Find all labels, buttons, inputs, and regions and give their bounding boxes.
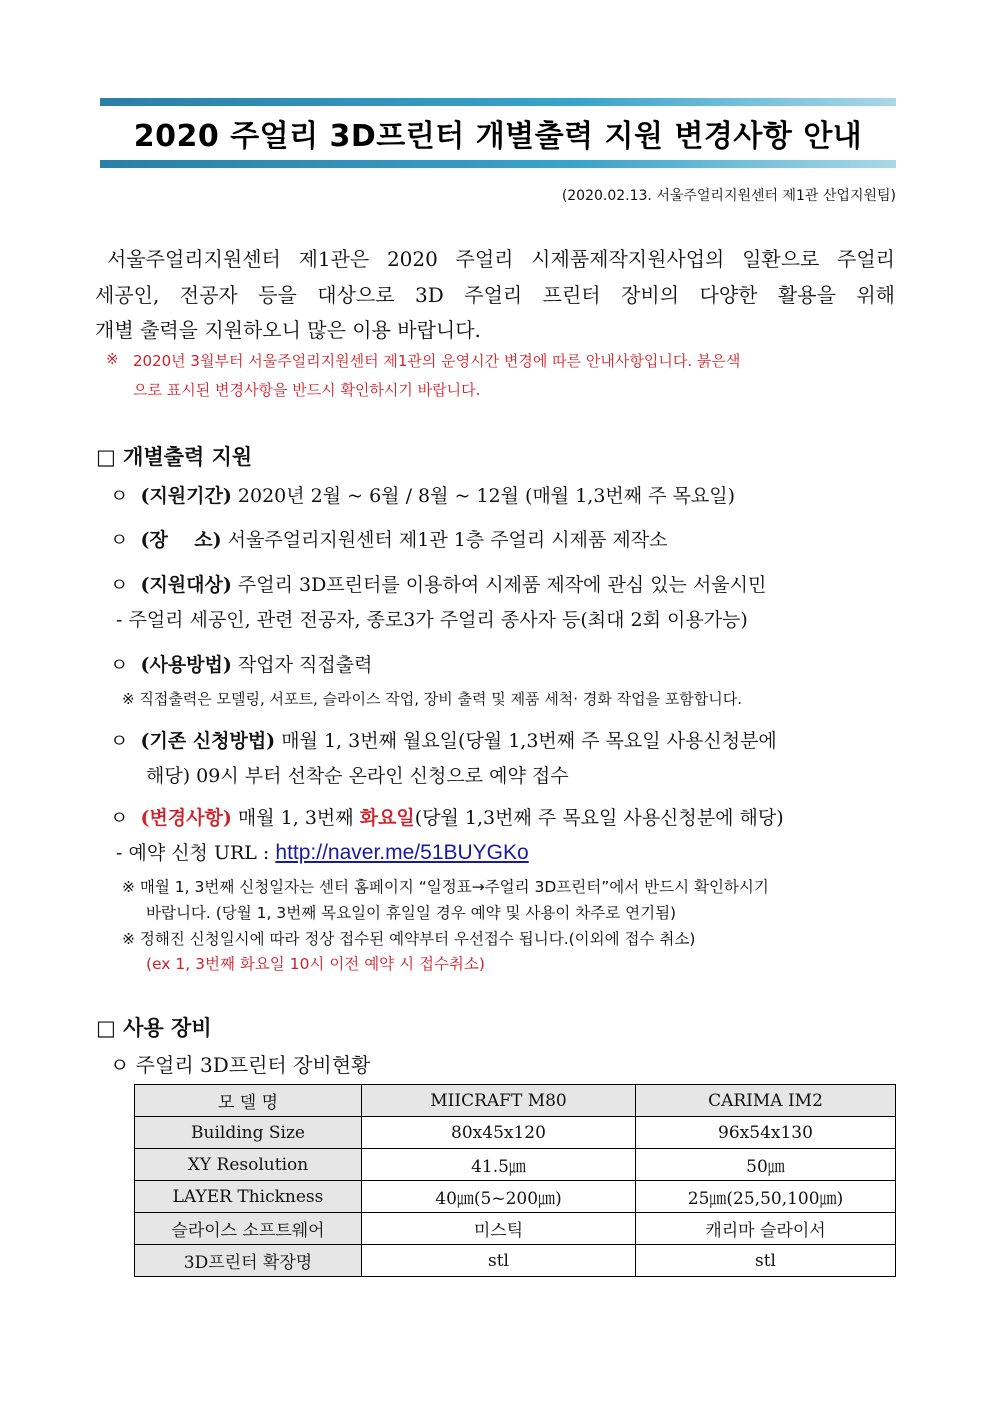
table-row (135, 1149, 896, 1181)
place-row (110, 525, 667, 552)
intro-note-line-2: 으로 표시된 변경사항을 반드시 확인하시기 바랍니다. (133, 381, 481, 399)
table-cell: 25㎛(25,50,100㎛) (636, 1181, 896, 1213)
bullet: ㅇ (110, 529, 129, 551)
method-row (110, 650, 372, 677)
period-value: 2020년 2월 ~ 6월 / 8월 ~ 12월 (매월 1,3번째 주 목요일) (237, 485, 736, 507)
old-method-row (110, 726, 777, 753)
change-post: (당월 1,3번째 주 목요일 사용신청분에 해당) (414, 807, 784, 829)
url-row (116, 838, 529, 865)
old-method-value-2: 해당) 09시 부터 선착순 온라인 신청으로 예약 접수 (146, 765, 569, 787)
table-header-cell: 모 델 명 (135, 1085, 362, 1117)
note2-line-1: ※ 정해진 신청일시에 따라 정상 접수된 예약부터 우선접수 됩니다.(이외에 접수 취소) (122, 930, 696, 948)
intro-note-mark: ※ (106, 350, 119, 368)
table-row (135, 1213, 896, 1245)
table-cell: 41.5㎛ (362, 1149, 636, 1181)
place-label: (장 소) (140, 529, 222, 551)
old-method-label: (기존 신청방법) (140, 730, 276, 752)
intro-line-1: 서울주얼리지원센터 제1관은 2020 주얼리 시제품제작지원사업의 일환으로 주얼리 (107, 247, 895, 271)
table-cell: 캐리마 슬라이서 (636, 1213, 896, 1245)
old-method-value-1: 매월 1, 3번째 월요일(당월 1,3번째 주 목요일 사용신청분에 (281, 730, 777, 752)
date-line: (2020.02.13. 서울주얼리지원센터 제1관 산업지원팀) (561, 188, 896, 204)
page-title: 2020 주얼리 3D프린터 개별출력 지원 변경사항 안내 (133, 119, 863, 154)
table-row-label: XY Resolution (135, 1149, 362, 1181)
section-heading-equipment: □ 사용 장비 (96, 1016, 212, 1040)
target-value: 주얼리 3D프린터를 이용하여 시제품 제작에 관심 있는 서울시민 (237, 574, 767, 596)
method-note: ※ 직접출력은 모델링, 서포트, 슬라이스 작업, 장비 출력 및 제품 세척· 경화 작업을 포함합니다. (122, 690, 743, 708)
note1-line-1: ※ 매월 1, 3번째 신청일자는 센터 홈페이지 “일정표→주얼리 3D프린터”에서 반드시 확인하시기 (122, 878, 769, 896)
intro-line-2: 세공인, 전공자 등을 대상으로 3D 주얼리 프린터 장비의 다양한 활용을 위해 (95, 283, 895, 307)
period-label: (지원기간) (140, 485, 232, 507)
table-row-label: LAYER Thickness (135, 1181, 362, 1213)
target-sub: - 주얼리 세공인, 관련 전공자, 종로3가 주얼리 종사자 등(최대 2회 이용가능) (116, 609, 748, 631)
table-cell: 50㎛ (636, 1149, 896, 1181)
method-label: (사용방법) (140, 654, 232, 676)
change-pre: 매월 1, 3번째 (237, 807, 354, 829)
method-value: 작업자 직접출력 (237, 654, 373, 676)
reservation-link[interactable]: http://naver.me/51BUYGKo (275, 841, 529, 864)
equipment-table (134, 1084, 896, 1277)
change-label: (변경사항) (140, 807, 232, 829)
intro-note-line-1: 2020년 3월부터 서울주얼리지원센터 제1관의 운영시간 변경에 따른 안내사항입니다. 붉은색 (133, 352, 741, 370)
table-row-label: 슬라이스 소프트웨어 (135, 1213, 362, 1245)
table-row-label: Building Size (135, 1117, 362, 1149)
change-day: 화요일 (359, 807, 415, 829)
url-label: - 예약 신청 URL : (116, 842, 270, 864)
note2-line-2: (ex 1, 3번째 화요일 10시 이전 예약 시 접수취소) (146, 955, 485, 973)
top-accent-bar (100, 98, 896, 106)
table-row (135, 1245, 896, 1277)
bottom-accent-bar (100, 160, 896, 168)
bullet: ㅇ (110, 807, 129, 829)
table-cell: stl (636, 1245, 896, 1277)
table-cell: 80x45x120 (362, 1117, 636, 1149)
table-row-label: 3D프린터 확장명 (135, 1245, 362, 1277)
table-header-cell: MIICRAFT M80 (362, 1085, 636, 1117)
change-row (110, 803, 784, 830)
table-header-row (135, 1085, 896, 1117)
table-row (135, 1181, 896, 1213)
equipment-subheading: ㅇ 주얼리 3D프린터 장비현황 (110, 1053, 371, 1077)
table-cell: stl (362, 1245, 636, 1277)
note1-line-2: 바랍니다. (당월 1, 3번째 목요일이 휴일일 경우 예약 및 사용이 차주로 연기됨) (146, 904, 677, 922)
table-cell: 96x54x130 (636, 1117, 896, 1149)
section-heading-individual-output: □ 개별출력 지원 (96, 445, 253, 469)
table-cell: 40㎛(5~200㎛) (362, 1181, 636, 1213)
bullet: ㅇ (110, 485, 129, 507)
bullet: ㅇ (110, 654, 129, 676)
intro-line-3: 개별 출력을 지원하오니 많은 이용 바랍니다. (95, 318, 481, 342)
period-row (110, 481, 735, 508)
bullet: ㅇ (110, 730, 129, 752)
target-label: (지원대상) (140, 574, 232, 596)
table-cell: 미스틱 (362, 1213, 636, 1245)
table-row (135, 1117, 896, 1149)
target-row (110, 570, 766, 597)
table-header-cell: CARIMA IM2 (636, 1085, 896, 1117)
place-value: 서울주얼리지원센터 제1관 1층 주얼리 시제품 제작소 (227, 529, 668, 551)
bullet: ㅇ (110, 574, 129, 596)
